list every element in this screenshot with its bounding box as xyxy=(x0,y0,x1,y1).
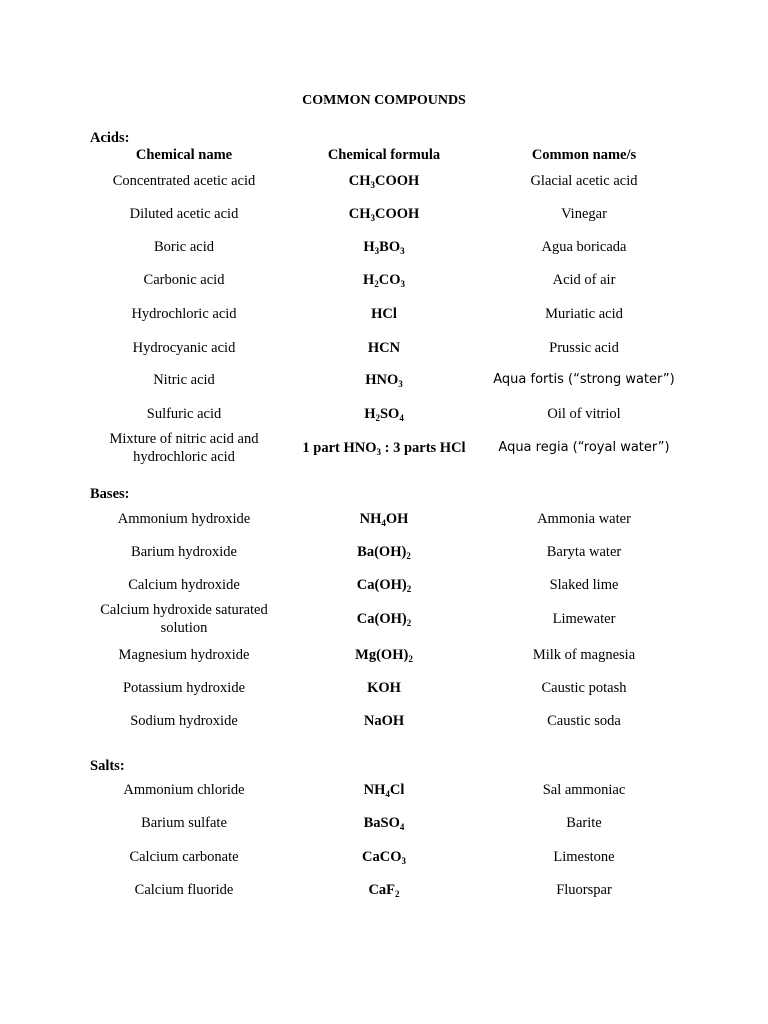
chemical-name: Mixture of nitric acid and hydrochloric acid xyxy=(109,431,259,465)
common-name: Acid of air xyxy=(552,272,616,288)
formula-subscript: 3 xyxy=(400,279,406,289)
formula-subscript: 2 xyxy=(408,654,413,664)
formula-subscript: 3 xyxy=(374,246,380,256)
common-name: Sal ammoniac xyxy=(542,782,626,798)
formula-subscript: 2 xyxy=(374,279,379,289)
section-label: Salts: xyxy=(90,758,125,774)
formula-text: KOH xyxy=(367,680,401,696)
chemical-name: Calcium fluoride xyxy=(134,882,234,898)
common-name: Fluorspar xyxy=(556,882,612,898)
table-row xyxy=(0,701,768,741)
common-name: Aqua fortis (“strong water”) xyxy=(493,372,675,387)
formula-text: NaOH xyxy=(363,713,405,729)
formula-subscript: 3 xyxy=(370,180,375,190)
chemical-name: Nitric acid xyxy=(153,372,215,388)
formula-text: CaF$_2$ xyxy=(368,882,400,899)
formula-subscript: 4 xyxy=(399,822,405,832)
formula-text: $Mg(OH)_2$ xyxy=(355,647,413,664)
chemical-name: Hydrochloric acid xyxy=(131,306,237,322)
chemical-name: Barium sulfate xyxy=(141,815,227,831)
chemical-name: Diluted acetic acid xyxy=(129,206,239,222)
chemical-name: Calcium hydroxide saturated solution xyxy=(100,602,268,636)
header-chemical-formula: Chemical formula xyxy=(327,147,441,163)
chemical-name: Barium hydroxide xyxy=(131,544,237,560)
formula-subscript: 3 xyxy=(376,447,381,457)
common-name: Limestone xyxy=(553,849,615,865)
common-name: Limewater xyxy=(552,611,616,627)
table-row xyxy=(0,599,768,639)
table-row xyxy=(0,870,768,910)
common-name: Agua boricada xyxy=(541,239,627,255)
chemical-name: Concentrated acetic acid xyxy=(112,173,256,189)
formula-subscript: 2 xyxy=(406,618,412,628)
formula-subscript: 2 xyxy=(395,889,400,899)
chemical-name: Calcium hydroxide xyxy=(128,577,240,593)
chemical-name: Hydrocyanic acid xyxy=(132,340,236,356)
formula-text: $CH_3COOH$ xyxy=(348,173,420,190)
chemical-name: Ammonium chloride xyxy=(123,782,245,798)
header-common-names: Common name/s xyxy=(531,147,637,163)
common-name: Muriatic acid xyxy=(545,306,623,322)
formula-subscript: 4 xyxy=(385,789,390,799)
formula-text: $HNO_3$ xyxy=(365,372,403,389)
common-name: Aqua regia (“royal water”) xyxy=(498,440,670,455)
table-row xyxy=(0,428,768,468)
formula-text: $Ba(OH)_2$ xyxy=(357,544,411,561)
common-name: Glacial acetic acid xyxy=(530,173,638,189)
common-name: Baryta water xyxy=(546,544,622,560)
formula-text: BaSO$_4$ xyxy=(363,815,405,832)
common-name: Slaked lime xyxy=(549,577,619,593)
formula-text: 1 part $HNO_3$ : 3 parts HCl xyxy=(302,440,466,457)
formula-subscript: 2 xyxy=(375,413,380,423)
formula-subscript: 3 xyxy=(401,856,406,866)
formula-text: HCl xyxy=(371,306,397,322)
formula-subscript: 3 xyxy=(398,379,403,389)
formula-text: HCN xyxy=(367,340,401,356)
chemical-formula xyxy=(284,599,484,639)
formula-subscript: 3 xyxy=(370,213,375,223)
formula-text: $NH_4Cl$ xyxy=(363,782,405,799)
section-label: Acids: xyxy=(90,130,130,146)
chemical-formula xyxy=(284,428,484,468)
chemical-name: Calcium carbonate xyxy=(129,849,239,865)
formula-subscript: 2 xyxy=(406,584,412,594)
formula-text: $Ca(OH)_2$ xyxy=(356,611,412,628)
chemical-name: Sulfuric acid xyxy=(146,406,222,422)
formula-text: $H_3BO_3$ xyxy=(363,239,405,256)
formula-subscript: 3 xyxy=(400,246,405,256)
chemical-name: Magnesium hydroxide xyxy=(118,647,250,663)
common-name: Caustic potash xyxy=(541,680,627,696)
formula-text: $CH_3COOH$ xyxy=(348,206,420,223)
chemical-name: Potassium hydroxide xyxy=(122,680,246,696)
chemical-name: Carbonic acid xyxy=(143,272,225,288)
chemical-formula xyxy=(284,701,484,741)
common-name: Oil of vitriol xyxy=(547,406,621,422)
common-name: Vinegar xyxy=(561,206,607,222)
common-name: Milk of magnesia xyxy=(532,647,636,663)
common-name: Prussic acid xyxy=(549,340,619,356)
formula-text: $H_2SO_4$ xyxy=(364,406,404,423)
chemical-name: Boric acid xyxy=(154,239,214,255)
formula-text: $NH_4OH$ xyxy=(359,511,409,528)
common-name: Ammonia water xyxy=(537,511,631,527)
page-title: COMMON COMPOUNDS xyxy=(302,93,466,108)
chemical-name: Sodium hydroxide xyxy=(130,713,238,729)
formula-subscript: 2 xyxy=(406,551,411,561)
formula-text: $Ca(OH)_2$ xyxy=(356,577,412,594)
common-name: Barite xyxy=(566,815,602,831)
chemical-name: Ammonium hydroxide xyxy=(117,511,251,527)
section-label: Bases: xyxy=(90,486,130,502)
formula-text: $H_2CO_3$ xyxy=(362,272,406,289)
formula-subscript: 4 xyxy=(381,518,386,528)
header-chemical-name: Chemical name xyxy=(135,147,233,163)
chemical-formula xyxy=(284,870,484,910)
formula-subscript: 4 xyxy=(399,413,404,423)
common-name: Caustic soda xyxy=(547,713,621,729)
formula-text: CaCO$_3$ xyxy=(362,849,406,866)
